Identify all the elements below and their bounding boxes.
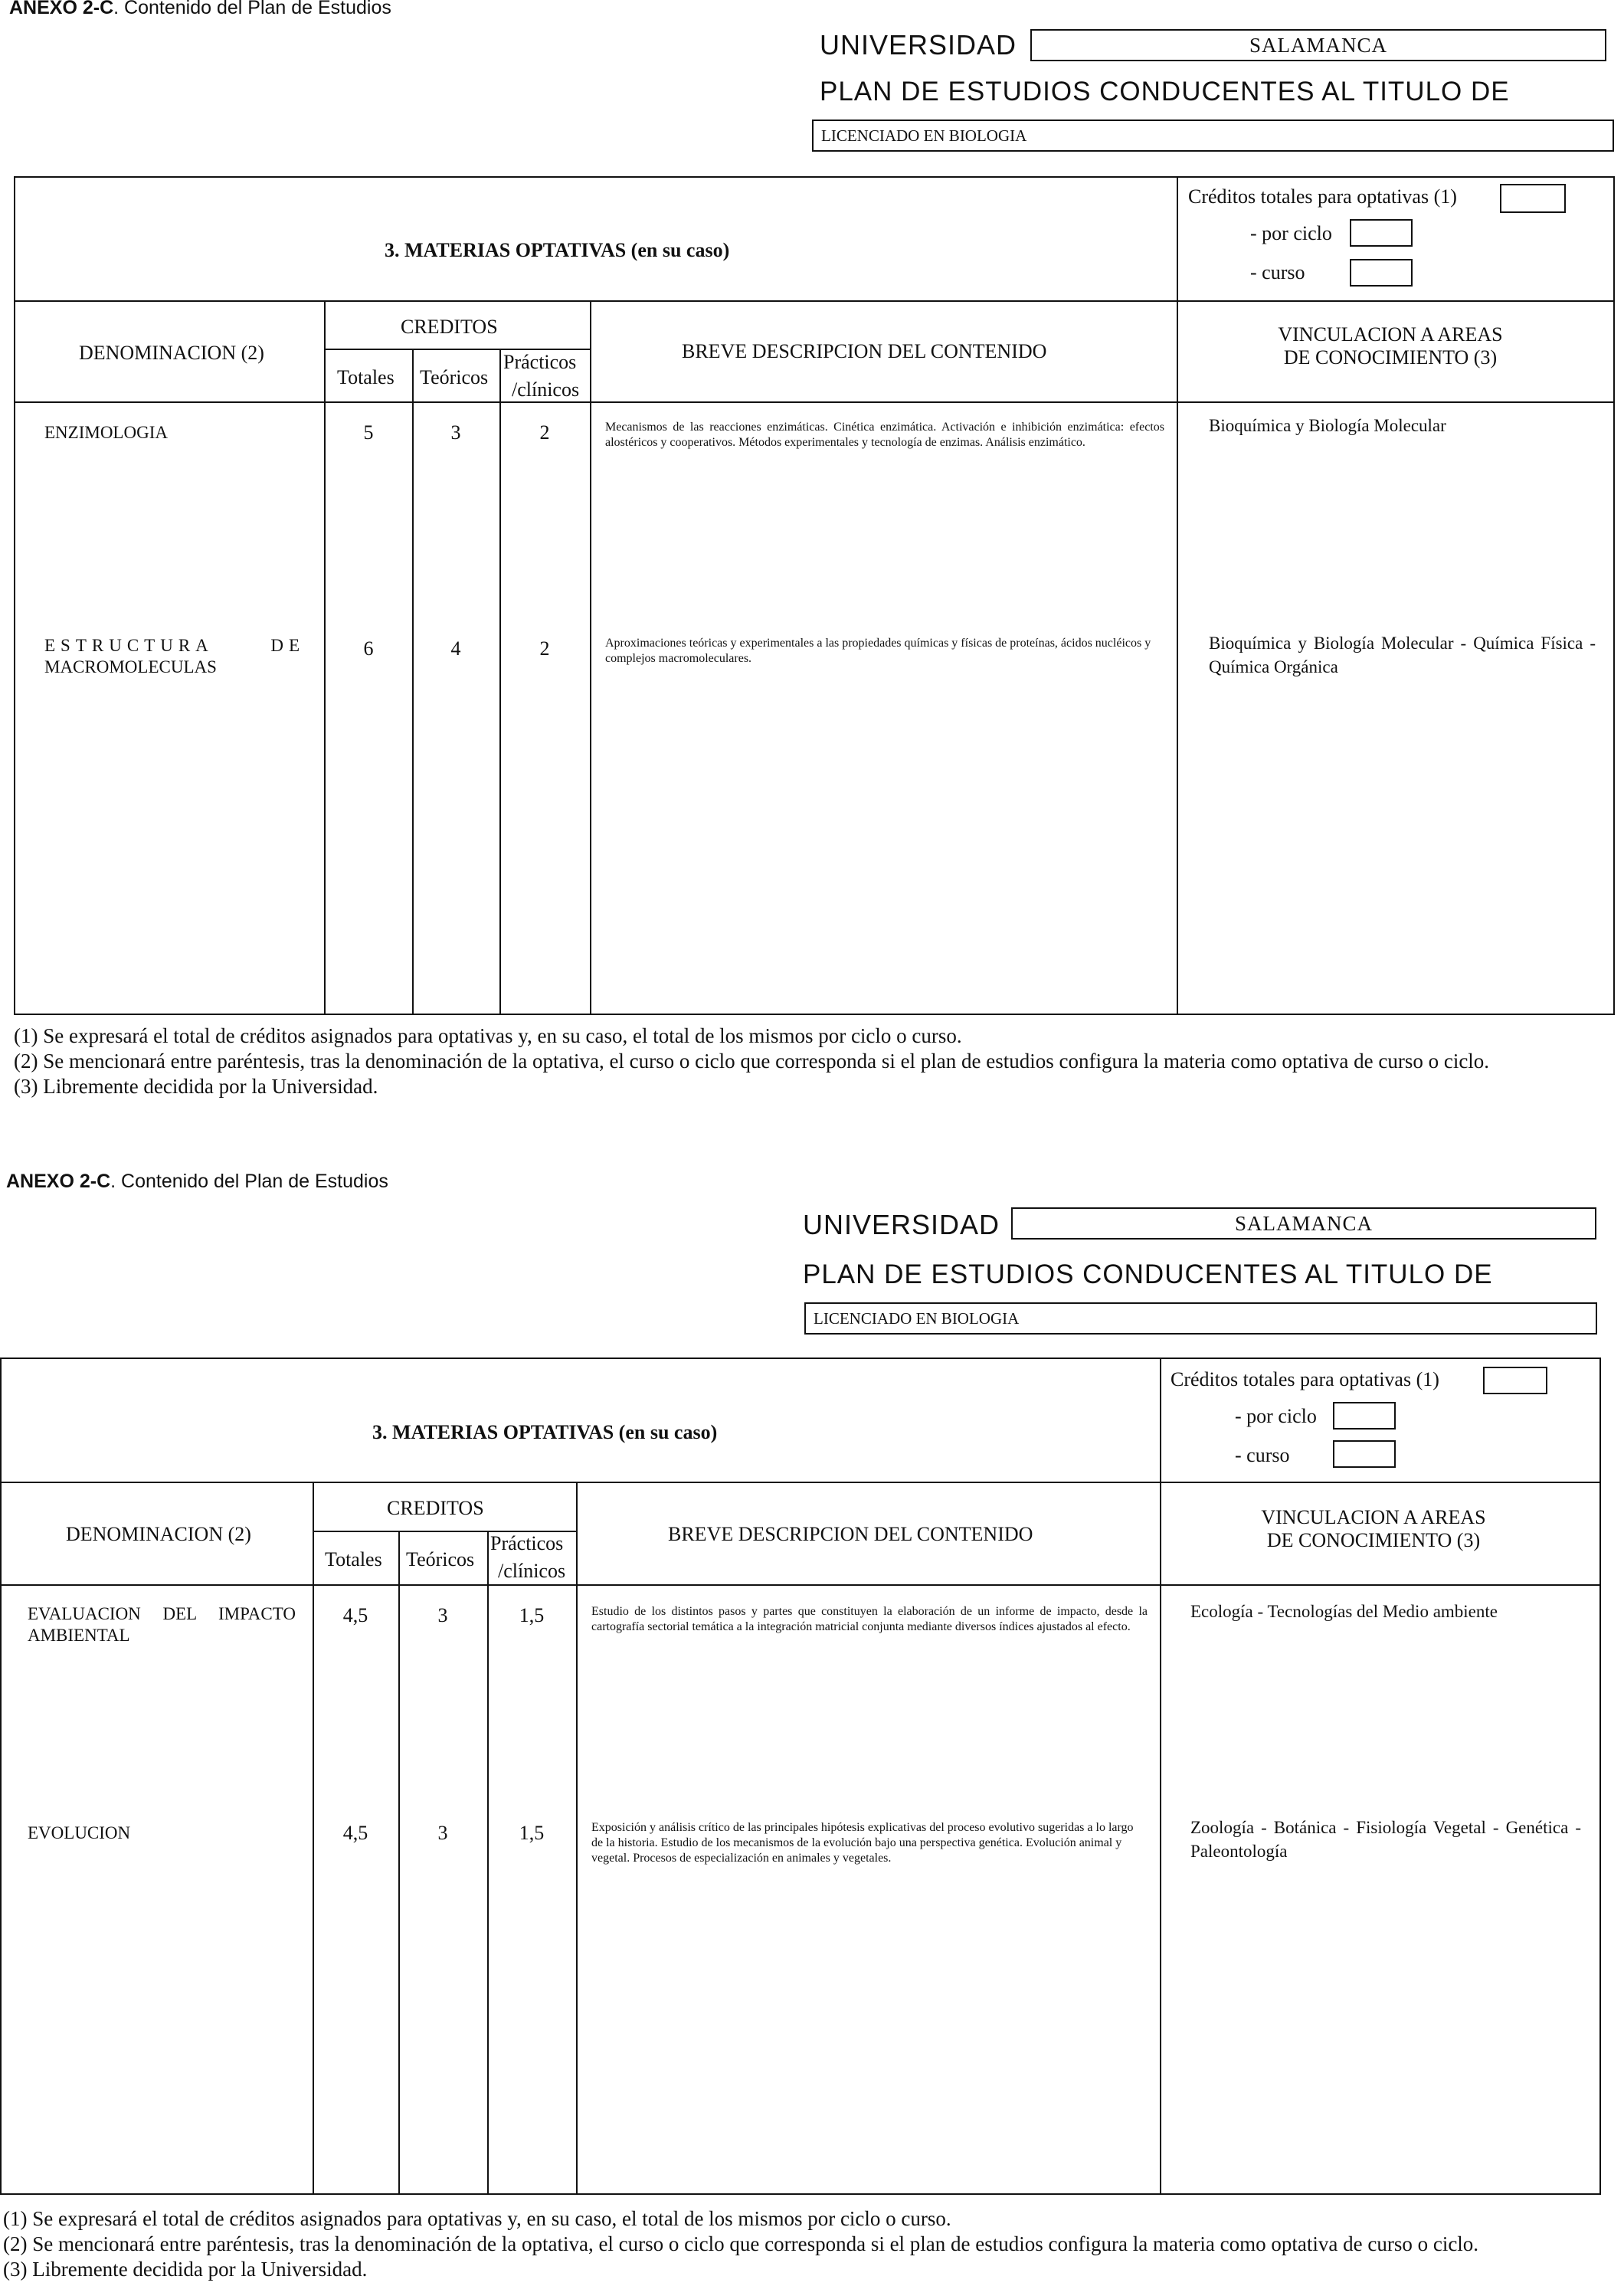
- knowledge-areas: Bioquímica y Biología Molecular - Química Física - Química Orgánica: [1209, 634, 1596, 676]
- vinculacion-header-line1: VINCULACION A AREAS: [1278, 323, 1503, 346]
- table-divider: [324, 300, 326, 1015]
- footnote-1: (1) Se expresará el total de créditos asignados para optativas y, en su caso, el total de los mismos por ciclo o curso.: [3, 2207, 951, 2230]
- footnote-3: (3) Libremente decidida por la Universidad.: [14, 1075, 378, 1098]
- descripcion-header: BREVE DESCRIPCION DEL CONTENIDO: [668, 1523, 1033, 1545]
- anexo-heading: [6, 1171, 388, 1193]
- subject-name-line1: ESTRUCTURA DE: [44, 636, 305, 655]
- subject-name-line2: MACROMOLECULAS: [44, 657, 217, 676]
- universidad-label: UNIVERSIDAD: [820, 29, 1017, 61]
- vinculacion-header: [1226, 323, 1555, 369]
- table-divider: [499, 349, 501, 1015]
- denominacion-header: DENOMINACION (2): [66, 1523, 251, 1545]
- anexo-prefix: ANEXO 2-C: [6, 1171, 111, 1192]
- subject-name: EVOLUCION: [28, 1823, 131, 1842]
- table-divider: [412, 349, 414, 1015]
- vinculacion-header-line1: VINCULACION A AREAS: [1261, 1506, 1486, 1528]
- table-divider: [590, 300, 591, 1015]
- universidad-field: SALAMANCA: [1030, 29, 1606, 61]
- table-divider: [1177, 176, 1178, 1015]
- knowledge-areas: Zoología - Botánica - Fisiología Vegetal - Genética - Paleontología: [1190, 1818, 1581, 1861]
- footnote-2: (2) Se mencionará entre paréntesis, tras la denominación de la optativa, el curso o ciclo que corresponda si el plan de estudios configura la materia como optativa de curso o ciclo.: [3, 2232, 1479, 2255]
- practicos-header: Prácticos: [490, 1532, 564, 1554]
- por-ciclo-box: [1333, 1402, 1396, 1430]
- knowledge-areas: Bioquímica y Biología Molecular: [1209, 416, 1446, 435]
- denominacion-header: DENOMINACION (2): [79, 342, 264, 364]
- subject-description: Estudio de los distintos pasos y partes que constituyen la elaboración de un informe de impacto, desde la cartografía sectorial temática a la integración matricial conjunta mediante diversos índices ajustados al efecto.: [591, 1605, 1148, 1633]
- practicos-value: 1,5: [519, 1822, 545, 1844]
- universidad-label: UNIVERSIDAD: [803, 1209, 1000, 1240]
- universidad-field: SALAMANCA: [1011, 1207, 1596, 1240]
- creditos-header: CREDITOS: [387, 1497, 484, 1519]
- clinicos-header: /clínicos: [498, 1560, 566, 1582]
- totales-value: 5: [363, 421, 374, 444]
- curso-box: [1333, 1440, 1396, 1468]
- form-page-2: [0, 1171, 1624, 2286]
- footnote-3: (3) Libremente decidida por la Universidad.: [3, 2258, 368, 2281]
- descripcion-header: BREVE DESCRIPCION DEL CONTENIDO: [682, 340, 1047, 362]
- creditos-totales-box: [1483, 1367, 1547, 1394]
- form-page-1: [0, 0, 1624, 1134]
- teoricos-value: 3: [437, 1604, 448, 1626]
- subject-name: ENZIMOLOGIA: [44, 423, 168, 442]
- anexo-heading: [9, 0, 391, 19]
- creditos-totales-box: [1500, 184, 1566, 213]
- subject-name-line1: EVALUACION DEL IMPACTO: [28, 1604, 296, 1623]
- subject-name: [28, 1604, 296, 1646]
- knowledge-areas: Ecología - Tecnologías del Medio ambiente: [1190, 1602, 1498, 1621]
- vinculacion-header: [1209, 1506, 1538, 1552]
- totales-value: 6: [363, 637, 374, 660]
- subject-description: Mecanismos de las reacciones enzimáticas. Cinética enzimática. Activación e inhibición enzimática: efectos alostéricos y cooperativos. Métodos experimentales y tecnología de enzimas. Análisis enzimático.: [605, 421, 1164, 449]
- optativas-table: [14, 176, 1615, 1015]
- curso-label: - curso: [1250, 261, 1305, 283]
- table-divider: [14, 300, 1615, 302]
- subject-name: [44, 636, 305, 677]
- creditos-totales-label: Créditos totales para optativas (1): [1188, 185, 1457, 208]
- anexo-title: . Contenido del Plan de Estudios: [110, 1171, 388, 1192]
- creditos-totales-label: Créditos totales para optativas (1): [1171, 1368, 1439, 1390]
- titulo-field: LICENCIADO EN BIOLOGIA: [812, 120, 1614, 152]
- table-divider: [1160, 1358, 1161, 2195]
- totales-value: 4,5: [342, 1604, 368, 1626]
- por-ciclo-box: [1350, 219, 1413, 247]
- vinculacion-header-line2: DE CONOCIMIENTO (3): [1266, 1529, 1481, 1551]
- footnote-1: (1) Se expresará el total de créditos asignados para optativas y, en su caso, el total de los mismos por ciclo o curso.: [14, 1024, 962, 1047]
- teoricos-header: Teóricos: [420, 366, 489, 388]
- subject-description: Aproximaciones teóricas y experimentales a las propiedades químicas y físicas de proteínas, ácidos nucléicos y complejos macromoleculares.: [605, 637, 1151, 665]
- table-divider: [0, 1482, 1601, 1483]
- curso-label: - curso: [1235, 1444, 1290, 1466]
- teoricos-value: 3: [437, 1822, 448, 1844]
- footnotes: [3, 2206, 1478, 2282]
- subject-name-line2: AMBIENTAL: [28, 1626, 130, 1645]
- practicos-value: 2: [539, 637, 550, 660]
- anexo-title: . Contenido del Plan de Estudios: [113, 0, 391, 18]
- section-title: 3. MATERIAS OPTATIVAS (en su caso): [385, 239, 730, 261]
- plan-estudios-label: PLAN DE ESTUDIOS CONDUCENTES AL TITULO DE: [803, 1259, 1493, 1289]
- table-divider: [0, 1584, 1601, 1586]
- table-divider: [398, 1531, 400, 2195]
- footnote-2: (2) Se mencionará entre paréntesis, tras la denominación de la optativa, el curso o ciclo que corresponda si el plan de estudios configura la materia como optativa de curso o ciclo.: [14, 1050, 1490, 1073]
- teoricos-header: Teóricos: [406, 1548, 475, 1570]
- por-ciclo-label: - por ciclo: [1250, 222, 1332, 244]
- curso-box: [1350, 259, 1413, 287]
- table-divider: [324, 349, 590, 350]
- section-title: 3. MATERIAS OPTATIVAS (en su caso): [372, 1421, 718, 1443]
- creditos-header: CREDITOS: [401, 316, 498, 338]
- por-ciclo-label: - por ciclo: [1235, 1405, 1317, 1427]
- practicos-value: 2: [539, 421, 550, 444]
- totales-header: Totales: [325, 1548, 382, 1570]
- practicos-value: 1,5: [519, 1604, 545, 1626]
- subject-description: Exposición y análisis crítico de las principales hipótesis explicativas del proceso evolutivo sugeridas a lo largo de la historia. Estudio de los mecanismos de la evolución bajo una perspectiva genética. Evolución animal y vegetal. Procesos de especialización en animales y vegetales.: [591, 1821, 1134, 1865]
- table-divider: [487, 1531, 489, 2195]
- totales-value: 4,5: [342, 1822, 368, 1844]
- teoricos-value: 3: [450, 421, 461, 444]
- titulo-field: LICENCIADO EN BIOLOGIA: [804, 1302, 1597, 1335]
- teoricos-value: 4: [450, 637, 461, 660]
- clinicos-header: /clínicos: [512, 378, 580, 401]
- plan-estudios-label: PLAN DE ESTUDIOS CONDUCENTES AL TITULO DE: [820, 77, 1510, 106]
- anexo-prefix: ANEXO 2-C: [9, 0, 114, 18]
- practicos-header: Prácticos: [503, 351, 577, 373]
- table-divider: [14, 401, 1615, 403]
- vinculacion-header-line2: DE CONOCIMIENTO (3): [1283, 346, 1498, 368]
- table-divider: [576, 1482, 578, 2195]
- footnotes: [14, 1023, 1489, 1099]
- totales-header: Totales: [337, 366, 395, 388]
